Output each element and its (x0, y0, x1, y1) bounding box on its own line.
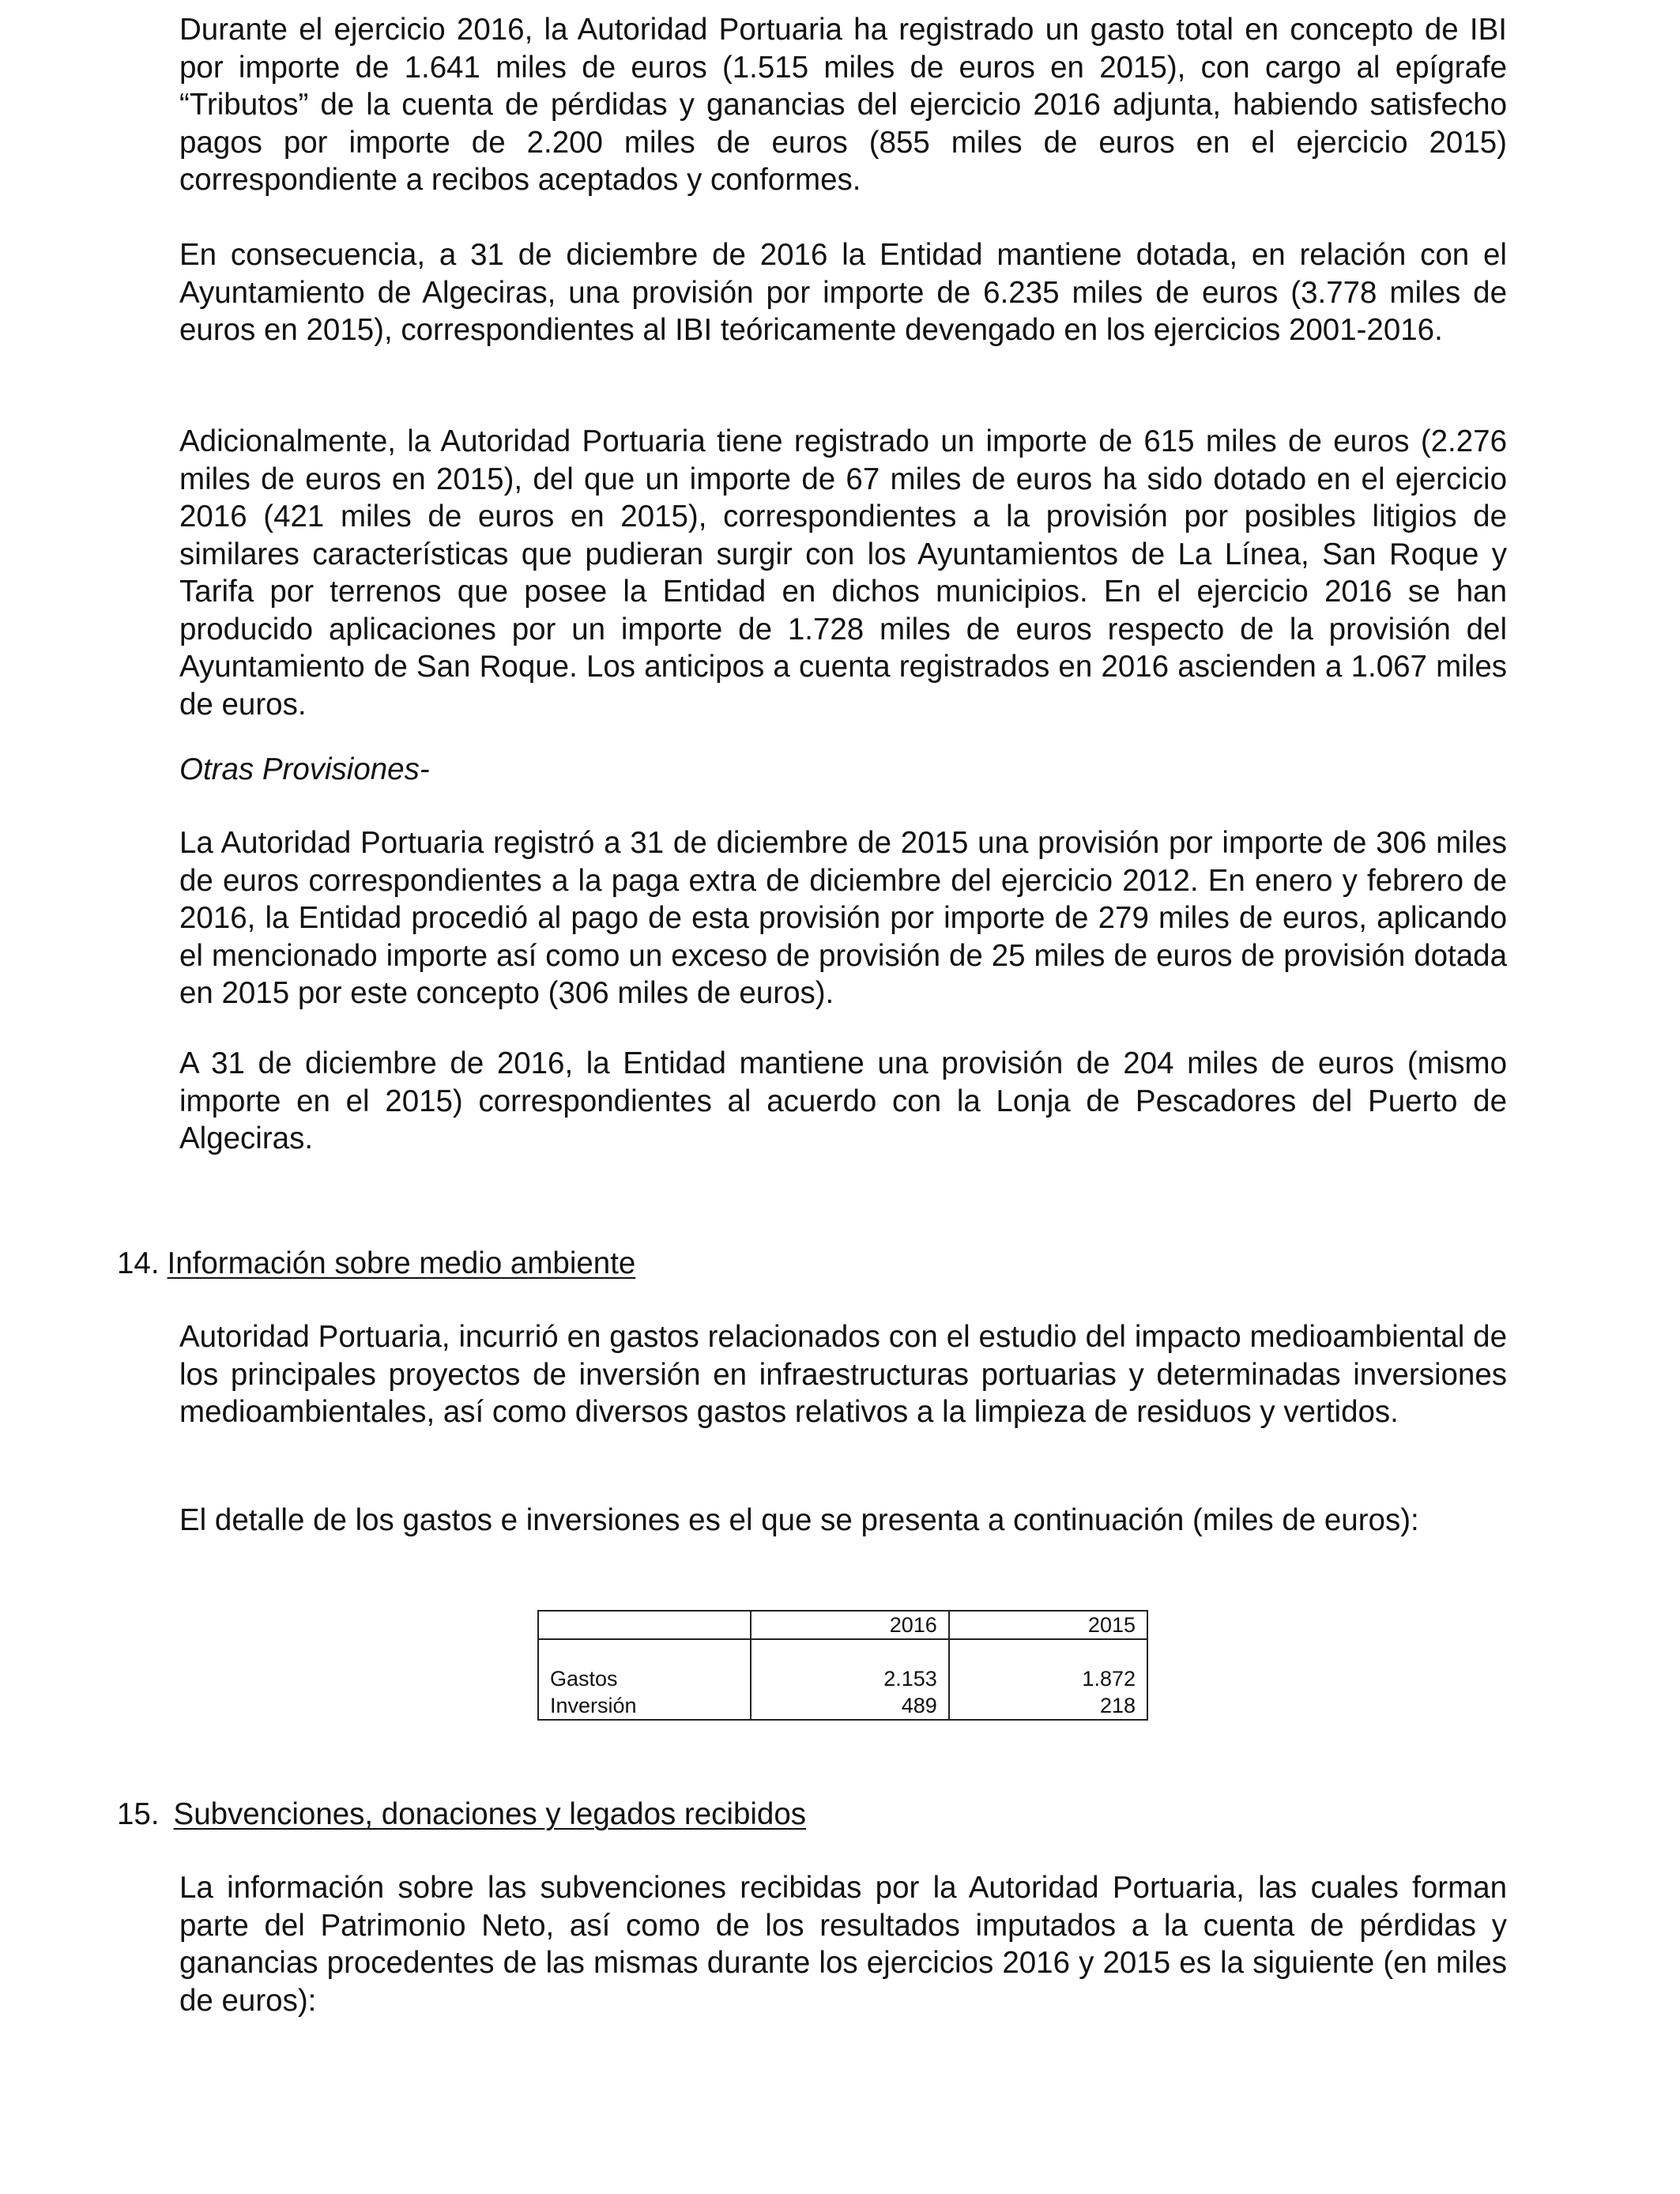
subheading-otras-provisiones: Otras Provisiones- (179, 752, 430, 786)
paragraph-ibi-gasto: Durante el ejercicio 2016, la Autoridad Portuaria ha registrado un gasto total en concepto de IBI por importe de 1.641 miles de euros (1.515 miles de euros en 2015), con cargo al epígrafe “Tributos” de la cuenta de pérdidas y ganancias del ejercicio 2016 adjunta, habiendo satisfecho pagos por importe de 2.200 miles de euros (855 miles de euros en el ejercicio 2015) correspondiente a recibos aceptados y conformes. (179, 13, 1507, 197)
paragraph-provision-algeciras: En consecuencia, a 31 de diciembre de 2016 la Entidad mantiene dotada, en relación con el Ayuntamiento de Algeciras, una provisión por importe de 6.235 miles de euros (3.778 miles de euros en 2015), correspondientes al IBI teóricamente devengado en los ejercicios 2001-2016. (179, 238, 1507, 347)
table-header-row (538, 1611, 1147, 1639)
table-header-cell: 2015 (949, 1611, 1147, 1639)
table-cell-2016: 489 (751, 1692, 949, 1720)
paragraph-lonja: A 31 de diciembre de 2016, la Entidad mantiene una provisión de 204 miles de euros (mismo importe en el 2015) correspondientes al acuerdo con la Lonja de Pescadores del Puerto de Algeciras. (179, 1046, 1507, 1155)
table-spacer-row (538, 1639, 1147, 1665)
table-cell-2016: 2.153 (751, 1665, 949, 1692)
section-15-number: 15. (117, 1797, 160, 1831)
table-header-cell: 2016 (751, 1611, 949, 1639)
paragraph-detalle-gastos: El detalle de los gastos e inversiones es el que se presenta a continuación (miles de euros): (179, 1503, 1419, 1537)
section-15-heading (117, 1796, 806, 1834)
paragraph-provision-litigios: Adicionalmente, la Autoridad Portuaria tiene registrado un importe de 615 miles de euros (2.276 miles de euros en 2015), del que un importe de 67 miles de euros ha sido dotado en el ejercicio 2016 (421 miles de euros en 2015), correspondientes a la provisión por posibles litigios de similares características que pudieran surgir con los Ayuntamientos de La Línea, San Roque y Tarifa por terrenos que posee la Entidad en dichos municipios. En el ejercicio 2016 se han producido aplicaciones por un importe de 1.728 miles de euros respecto de la provisión del Ayuntamiento de San Roque. Los anticipos a cuenta registrados en 2016 ascienden a 1.067 miles de euros. (179, 424, 1507, 722)
section-15-title: Subvenciones, donaciones y legados recibidos (173, 1797, 807, 1831)
section-14-title: Información sobre medio ambiente (167, 1246, 636, 1280)
table-row-label: Gastos (538, 1665, 751, 1692)
environment-expenses-table (537, 1610, 1148, 1721)
table-cell-2015: 1.872 (949, 1665, 1147, 1692)
table-cell-2015: 218 (949, 1692, 1147, 1720)
paragraph-medio-ambiente: Autoridad Portuaria, incurrió en gastos relacionados con el estudio del impacto medioambiental de los principales proyectos de inversión en infraestructuras portuarias y determinadas inversiones medioambientales, así como diversos gastos relativos a la limpieza de residuos y vertidos. (179, 1320, 1507, 1429)
table-row-label: Inversión (538, 1692, 751, 1720)
table-row (538, 1665, 1147, 1692)
paragraph-paga-extra: La Autoridad Portuaria registró a 31 de diciembre de 2015 una provisión por importe de 306 miles de euros correspondientes a la paga extra de diciembre del ejercicio 2012. En enero y febrero de 2016, la Entidad procedió al pago de esta provisión por importe de 279 miles de euros, aplicando el mencionado importe así como un exceso de provisión de 25 miles de euros de provisión dotada en 2015 por este concepto (306 miles de euros). (179, 826, 1507, 1010)
table-row (538, 1692, 1147, 1720)
paragraph-subvenciones: La información sobre las subvenciones recibidas por la Autoridad Portuaria, las cuales forman parte del Patrimonio Neto, así como de los resultados imputados a la cuenta de pérdidas y ganancias procedentes de las mismas durante los ejercicios 2016 y 2015 es la siguiente (en miles de euros): (179, 1871, 1507, 2018)
section-14-number: 14. (117, 1246, 160, 1280)
table-header-cell (538, 1611, 751, 1639)
section-14-heading (117, 1245, 635, 1283)
